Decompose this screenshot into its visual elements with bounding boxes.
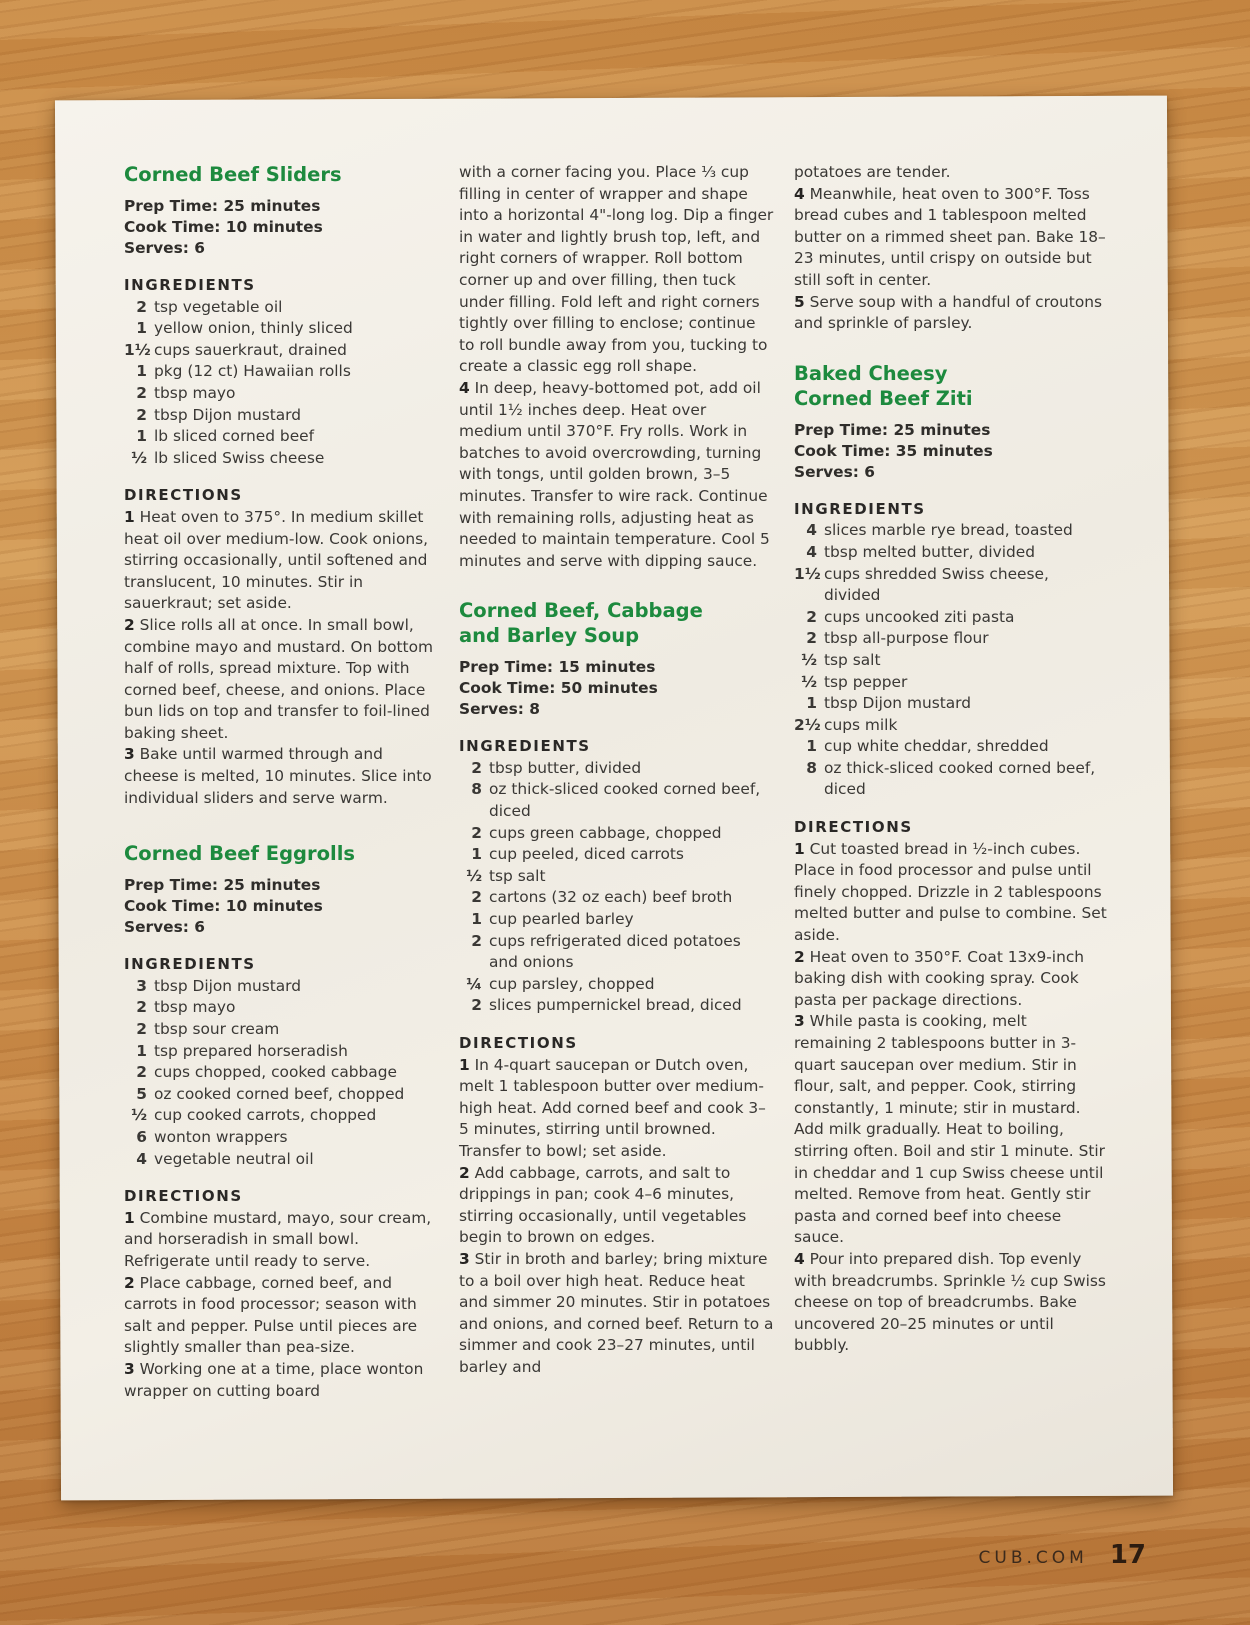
ingredient-text: cartons (32 oz each) beef broth	[489, 888, 733, 907]
ingredient	[794, 520, 1109, 542]
ingredient	[794, 564, 1109, 607]
ingredient	[124, 448, 439, 470]
recipe-title	[459, 598, 774, 648]
ingredient-qty: ½	[801, 672, 817, 691]
step-number: 4	[794, 184, 805, 203]
ingredient-text: cups green cabbage, chopped	[489, 823, 722, 842]
ingredient-qty: 1½	[124, 340, 151, 359]
cook-time: Cook Time: 35 minutes	[794, 441, 993, 460]
step-text: Cut toasted bread in ½-inch cubes. Place in food processor and pulse until finely chopped. Drizzle in 2 tablespoons melted butter and pulse to combine. Set aside.	[794, 839, 1107, 945]
ingredient-qty: 2	[136, 1063, 147, 1082]
ingredient	[124, 1127, 439, 1149]
page-number: 17	[1109, 1540, 1146, 1570]
ingredient-text: vegetable neutral oil	[154, 1149, 314, 1168]
column-3	[794, 162, 1109, 1357]
cook-time: Cook Time: 10 minutes	[124, 897, 323, 916]
ingredient	[124, 318, 439, 340]
ingredient	[459, 995, 774, 1017]
cook-time: Cook Time: 10 minutes	[124, 218, 323, 236]
ingredient	[459, 758, 774, 780]
ingredient-text: lb sliced corned beef	[154, 427, 315, 446]
direction-step	[459, 1163, 774, 1249]
ingredient-qty: 2	[136, 297, 147, 316]
ingredient	[459, 931, 774, 974]
ingredient	[124, 340, 439, 362]
ingredient-text: cups shredded Swiss cheese, divided	[824, 564, 1049, 605]
ingredient-qty: 1½	[794, 564, 821, 583]
direction-step	[794, 1249, 1109, 1357]
ingredient	[124, 297, 439, 319]
ingredients-heading: INGREDIENTS	[794, 499, 926, 518]
recipe-title: Corned Beef Eggrolls	[124, 842, 355, 866]
recipe-title-line: Corned Beef, Cabbage	[459, 599, 703, 623]
step-text: Combine mustard, mayo, sour cream, and horseradish in small bowl. Refrigerate until ready to serve.	[124, 1208, 432, 1270]
step-number: 2	[124, 615, 135, 634]
ingredient-text: cup parsley, chopped	[489, 974, 655, 993]
ingredient-text: tbsp mayo	[154, 383, 236, 402]
ingredient-qty: 4	[806, 521, 817, 540]
direction-step	[124, 615, 439, 745]
directions-heading: DIRECTIONS	[459, 1034, 578, 1052]
ingredient	[794, 693, 1109, 715]
step-number: 3	[794, 1012, 805, 1031]
recipe-title: Corned Beef Sliders	[124, 163, 342, 186]
ingredient-text: cup peeled, diced carrots	[489, 845, 684, 864]
ingredient	[794, 628, 1109, 650]
step-number: 1	[124, 1208, 135, 1227]
step-number: 3	[459, 1249, 470, 1268]
ingredient-text: tsp vegetable oil	[154, 297, 283, 316]
ingredient	[124, 1041, 439, 1063]
recipe-title-line: Baked Cheesy	[794, 361, 948, 385]
direction-step	[124, 507, 439, 615]
step-number: 1	[794, 839, 805, 858]
ingredient-qty: 3	[136, 976, 147, 995]
ingredient	[124, 997, 439, 1019]
ingredient-qty: 4	[136, 1149, 147, 1168]
direction-step	[459, 162, 774, 378]
column-1	[124, 162, 439, 1402]
step-number: 5	[794, 292, 805, 311]
recipe-title	[794, 361, 1109, 411]
direction-step	[124, 1359, 439, 1402]
page-footer	[979, 1540, 1147, 1570]
step-text: Pour into prepared dish. Top evenly with breadcrumbs. Sprinkle ½ cup Swiss cheese on top of breadcrumbs. Bake uncovered 20–25 minutes or until bubbly.	[794, 1249, 1106, 1355]
direction-step	[124, 1208, 439, 1273]
directions-heading: DIRECTIONS	[124, 1187, 243, 1206]
ingredient-text: lb sliced Swiss cheese	[154, 448, 325, 467]
step-number: 3	[124, 1359, 135, 1378]
step-number: 1	[124, 507, 135, 526]
ingredient-list	[124, 976, 439, 1170]
ingredient-qty: 1	[136, 362, 147, 381]
ingredient-text: cup white cheddar, shredded	[824, 737, 1049, 756]
ingredient-qty: 1	[806, 694, 817, 713]
ingredient	[124, 383, 439, 405]
direction-step	[794, 162, 1109, 184]
spacer	[794, 335, 1109, 361]
direction-step	[794, 1011, 1109, 1249]
step-number: 2	[124, 1273, 135, 1292]
step-text: Add cabbage, carrots, and salt to drippings in pan; cook 4–6 minutes, stirring occasionally, until vegetables begin to brown on edges.	[459, 1163, 747, 1247]
recipe-corned-beef-eggrolls	[124, 841, 439, 1402]
ingredient-qty: 1	[136, 1041, 147, 1060]
direction-step	[459, 1249, 774, 1379]
step-text: with a corner facing you. Place ⅓ cup filling in center of wrapper and shape into a horizontal 4"-long log. Dip a finger in water and lightly brush top, left, and right corners of wrapper. Roll bottom corner up and over filling, then tuck under filling. Fold left and right corners tightly over filling to enclose; continue to roll bundle away from you, tucking to create a classic egg roll shape.	[459, 163, 774, 376]
ingredient-qty: 5	[136, 1084, 147, 1103]
ingredient-list	[124, 297, 439, 470]
step-number: 1	[459, 1055, 470, 1074]
step-text: Heat oven to 350°F. Coat 13x9-inch baking dish with cooking spray. Cook pasta per package directions.	[794, 947, 1085, 1009]
ingredient	[124, 1105, 439, 1127]
ingredient-qty: 2	[136, 1020, 147, 1039]
ingredient	[794, 715, 1109, 737]
step-number: 2	[794, 947, 805, 966]
serves: Serves: 6	[124, 918, 205, 937]
ingredient	[124, 1149, 439, 1171]
direction-step	[794, 947, 1109, 1012]
ingredient-qty: 1	[806, 737, 817, 756]
step-text: Slice rolls all at once. In small bowl, combine mayo and mustard. On bottom half of rolls, spread mixture. Top with corned beef, cheese, and onions. Place bun lids on top and transfer to foil-lined baking sheet.	[124, 615, 433, 742]
ingredient	[124, 426, 439, 448]
ingredient-text: cups chopped, cooked cabbage	[154, 1063, 397, 1082]
recipe-barley-soup	[459, 598, 774, 1378]
ingredient-text: tsp pepper	[824, 672, 908, 691]
ingredient-text: tbsp mayo	[154, 998, 236, 1017]
ingredient-qty: 2	[136, 405, 147, 424]
ingredient	[124, 361, 439, 383]
ingredient-qty: 1	[136, 319, 147, 338]
direction-step	[124, 1273, 439, 1359]
direction-step	[794, 839, 1109, 947]
ingredient-text: slices pumpernickel bread, diced	[489, 996, 742, 1015]
step-text: potatoes are tender.	[794, 163, 951, 181]
ingredient-text: cup cooked carrots, chopped	[154, 1106, 377, 1125]
ingredient-text: tbsp melted butter, divided	[824, 542, 1035, 561]
ingredient-qty: 2	[471, 888, 482, 907]
ingredient	[124, 405, 439, 427]
ingredient-text: tsp prepared horseradish	[154, 1041, 348, 1060]
step-number: 3	[124, 745, 135, 764]
ingredient-qty: ½	[131, 448, 147, 467]
ingredient	[124, 1084, 439, 1106]
ingredient-list	[794, 520, 1109, 801]
ingredient-text: cup pearled barley	[489, 910, 634, 929]
column-2	[459, 162, 774, 1379]
ingredient-qty: 1	[136, 427, 147, 446]
step-text: In deep, heavy-bottomed pot, add oil until 1½ inches deep. Heat over medium until 370°F. Fry rolls. Work in batches to avoid overcrowding, turning with tongs, until golden brown, 3–5 minutes. Transfer to wire rack. Continue with remaining rolls, adjusting heat as needed to maintain temperature. Cool 5 minutes and serve with dipping sauce.	[459, 378, 770, 570]
ingredient-qty: 2½	[794, 715, 821, 734]
ingredient-text: oz thick-sliced cooked corned beef, diced	[824, 758, 1096, 799]
ingredient	[459, 866, 774, 888]
prep-time: Prep Time: 15 minutes	[459, 658, 656, 677]
ingredient	[459, 779, 774, 822]
ingredient	[459, 909, 774, 931]
step-text: Bake until warmed through and cheese is melted, 10 minutes. Slice into individual sliders and serve warm.	[124, 745, 432, 807]
recipe-title-line: Corned Beef Ziti	[794, 386, 973, 410]
ingredient-qty: ½	[466, 866, 482, 885]
ingredient-qty: 2	[136, 383, 147, 402]
site-url[interactable]: CUB.COM	[978, 1548, 1088, 1568]
ingredient-text: tsp salt	[824, 650, 881, 669]
ingredient-text: oz cooked corned beef, chopped	[154, 1084, 405, 1103]
step-text: Serve soup with a handful of croutons and sprinkle of parsley.	[794, 292, 1103, 333]
ingredient-list	[459, 758, 774, 1017]
direction-step	[794, 184, 1109, 292]
soup-continued	[794, 162, 1109, 335]
step-text: Place cabbage, corned beef, and carrots in food processor; season with salt and pepper. Pulse until pieces are slightly smaller than pea-size.	[124, 1273, 418, 1357]
direction-step	[459, 1055, 774, 1163]
ingredient	[794, 607, 1109, 629]
ingredient-text: wonton wrappers	[154, 1128, 288, 1146]
ingredients-heading: INGREDIENTS	[124, 955, 256, 974]
ingredient-qty: 8	[806, 758, 817, 777]
ingredient-qty: ¼	[466, 974, 482, 993]
ingredient-text: tbsp Dijon mustard	[154, 405, 302, 424]
cook-time: Cook Time: 50 minutes	[459, 679, 658, 698]
direction-step	[124, 744, 439, 809]
spacer	[124, 809, 439, 841]
ingredient-text: slices marble rye bread, toasted	[824, 521, 1073, 540]
ingredient-qty: 8	[471, 780, 482, 799]
ingredient-text: cups sauerkraut, drained	[154, 340, 347, 359]
ingredient	[459, 844, 774, 866]
ingredient-qty: 6	[136, 1128, 147, 1146]
ingredient-text: tbsp all-purpose flour	[824, 629, 989, 648]
ingredient-qty: ½	[131, 1106, 147, 1125]
step-number: 4	[459, 378, 470, 397]
direction-step	[459, 378, 774, 572]
ingredient-text: tbsp sour cream	[154, 1020, 280, 1039]
ingredients-heading: INGREDIENTS	[124, 276, 256, 294]
step-text: Working one at a time, place wonton wrapper on cutting board	[124, 1359, 424, 1400]
directions-heading: DIRECTIONS	[794, 818, 913, 837]
recipe-corned-beef-sliders	[124, 162, 439, 809]
ingredient	[459, 823, 774, 845]
ingredient-text: pkg (12 ct) Hawaiian rolls	[154, 362, 351, 381]
ingredient-text: cups uncooked ziti pasta	[824, 607, 1015, 626]
ingredient-qty: 1	[471, 845, 482, 864]
ingredient-qty: 4	[806, 542, 817, 561]
ingredient-qty: ½	[801, 650, 817, 669]
serves: Serves: 6	[794, 462, 875, 481]
prep-time: Prep Time: 25 minutes	[794, 420, 991, 439]
ingredient	[794, 650, 1109, 672]
step-text: Meanwhile, heat oven to 300°F. Toss bread cubes and 1 tablespoon melted butter on a rimmed sheet pan. Bake 18–23 minutes, until crispy on outside but still soft in center.	[794, 184, 1106, 289]
ingredient-qty: 2	[471, 996, 482, 1015]
ingredient	[124, 1019, 439, 1041]
ingredient	[459, 887, 774, 909]
ingredient	[794, 542, 1109, 564]
ingredient-text: tbsp Dijon mustard	[154, 976, 302, 995]
serves: Serves: 6	[124, 239, 205, 257]
prep-time: Prep Time: 25 minutes	[124, 197, 321, 215]
ingredient-text: cups refrigerated diced potatoes and onions	[489, 931, 741, 972]
ingredient-text: cups milk	[824, 715, 898, 734]
ingredient	[124, 976, 439, 998]
ingredient-qty: 2	[136, 998, 147, 1017]
ingredient-qty: 2	[806, 629, 817, 648]
direction-step	[794, 292, 1109, 335]
step-text: While pasta is cooking, melt remaining 2 tablespoons butter in 3-quart saucepan over medium. Stir in flour, salt, and pepper. Cook, stirring constantly, 1 minute; stir in mustard. Add milk gradually. Heat to boiling, stirring often. Boil and stir 1 minute. Stir in cheddar and 1 cup Swiss cheese until melted. Remove from heat. Gently stir pasta and corned beef into cheese sauce.	[794, 1012, 1105, 1247]
ingredient	[794, 736, 1109, 758]
step-text: Stir in broth and barley; bring mixture to a boil over high heat. Reduce heat and simmer 20 minutes. Stir in potatoes and onions, and corned beef. Return to a simmer and cook 23–27 minutes, until barley and	[459, 1249, 774, 1376]
ingredient-text: yellow onion, thinly sliced	[154, 319, 353, 338]
step-text: In 4-quart saucepan or Dutch oven, melt 1 tablespoon butter over medium-high heat. Add corned beef and cook 3–5 minutes, stirring until browned. Transfer to bowl; set aside.	[459, 1055, 766, 1160]
step-number: 2	[459, 1163, 470, 1182]
prep-time: Prep Time: 25 minutes	[124, 876, 321, 895]
recipe-title-line: and Barley Soup	[459, 624, 640, 648]
ingredient	[459, 974, 774, 996]
ingredients-heading: INGREDIENTS	[459, 737, 591, 756]
spacer	[459, 572, 774, 598]
ingredient-text: tbsp Dijon mustard	[824, 694, 972, 713]
ingredient	[124, 1062, 439, 1084]
recipe-baked-cheesy-ziti	[794, 361, 1109, 1357]
step-text: Heat oven to 375°. In medium skillet heat oil over medium-low. Cook onions, stirring occasionally, until softened and translucent, 10 minutes. Stir in sauerkraut; set aside.	[124, 507, 429, 613]
eggrolls-continued	[459, 162, 774, 572]
serves: Serves: 8	[459, 700, 540, 719]
ingredient-text: tsp salt	[489, 866, 546, 885]
ingredient-text: tbsp butter, divided	[489, 758, 642, 777]
ingredient-qty: 2	[471, 931, 482, 950]
directions-heading: DIRECTIONS	[124, 486, 243, 505]
ingredient-qty: 1	[471, 910, 482, 929]
ingredient	[794, 672, 1109, 694]
step-number: 4	[794, 1249, 805, 1268]
ingredient-text: oz thick-sliced cooked corned beef, diced	[489, 780, 761, 821]
ingredient-qty: 2	[471, 758, 482, 777]
ingredient	[794, 758, 1109, 801]
ingredient-qty: 2	[806, 607, 817, 626]
ingredient-qty: 2	[471, 823, 482, 842]
